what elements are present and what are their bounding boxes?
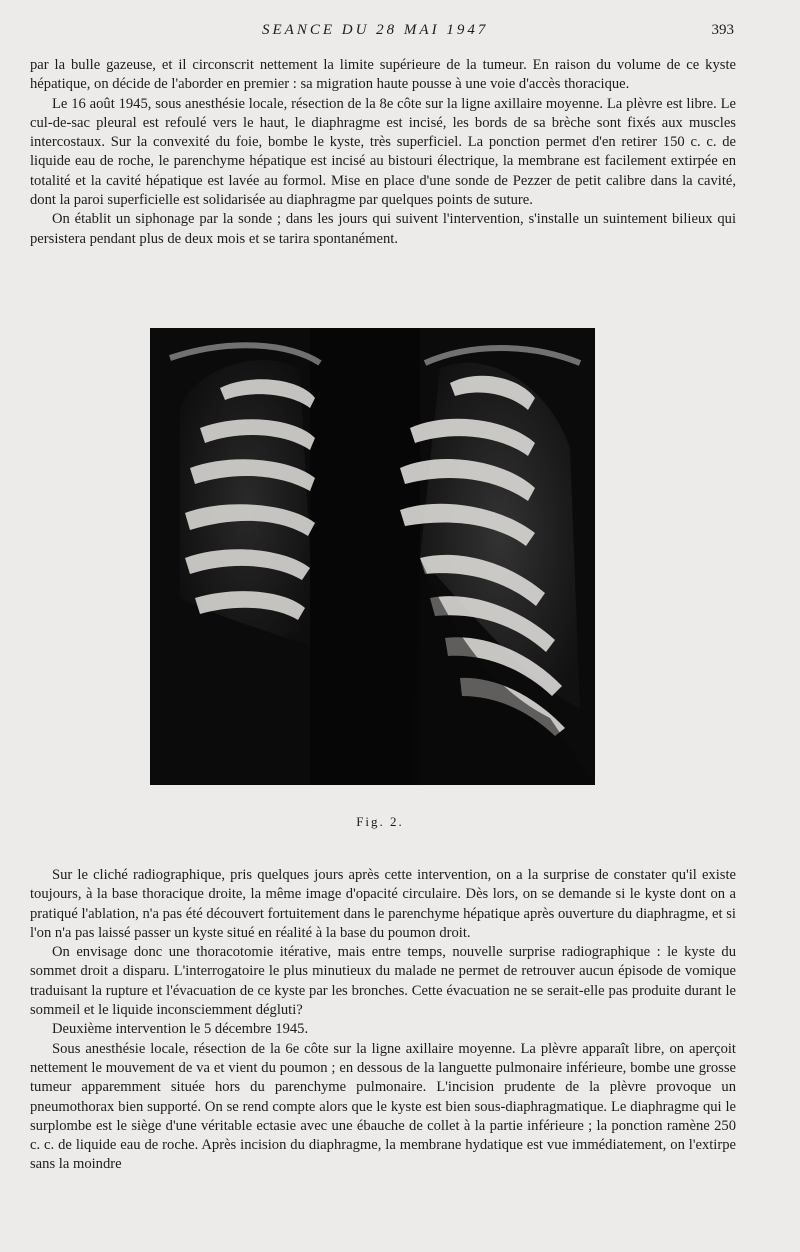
body-text-bottom	[30, 866, 736, 1175]
paragraph: Sur le cliché radiographique, pris quelques jours après cette intervention, on a la surprise de constater qu'il existe toujours, à la base thoracique droite, la même image d'opacité circulaire. Dès lors, on se demande si le kyste dont on a pratiqué l'ablation, n'a pas été découvert fortuitement dans le parenchyme hépatique après ouverture du diaphragme, et si l'on n'a pas laissé passer un kyste situé en réalité à la base du poumon droit.	[30, 867, 736, 941]
figure-caption: Fig. 2.	[356, 814, 404, 829]
page-number: 393	[711, 22, 734, 38]
chest-radiograph-figure	[150, 328, 595, 785]
running-title: SEANCE DU 28 MAI 1947	[262, 22, 489, 38]
chest-radiograph-image	[150, 328, 595, 785]
paragraph: Sous anesthésie locale, résection de la 6e côte sur la ligne axillaire moyenne. La plèvre apparaît libre, on aperçoit nettement le mouvement de va et vient du poumon ; en dessous de la languette pulmonaire inférieure, bombe une grosse tumeur apparemment située hors du parenchyme pulmonaire. L'incision prudente de la plèvre provoque un pneumothorax bien supporté. On se rend compte alors que le kyste est bien sous-diaphragmatique. Le diaphragme qui le surplombe est le siège d'une véritable ectasie avec une ébauche de collet à la partie inférieure ; la ponction ramène 250 c. c. de liquide eau de roche. Après incision du diaphragme, la membrane hydatique est vue immédiatement, on l'extirpe sans la moindre	[30, 1040, 736, 1173]
paragraph: On envisage donc une thoracotomie itérative, mais entre temps, nouvelle surprise radiographique : le kyste du sommet droit a disparu. L'interrogatoire le plus minutieux du malade ne permet de retrouver aucun épisode de vomique traduisant la rupture et l'évacuation de ce kyste par les bronches. Cette évacuation ne se serait-elle pas produite durant le sommeil et le liquide inconsciemment dégluti?	[30, 944, 736, 1019]
running-head	[0, 22, 800, 44]
body-text-top	[30, 56, 736, 249]
paragraph: par la bulle gazeuse, et il circonscrit nettement la limite supérieure de la tumeur. En raison du volume de ce kyste hépatique, on décide de l'aborder en premier : sa migration haute pousse à une voie d'accès thoracique.	[30, 57, 736, 93]
paragraph: On établit un siphonage par la sonde ; dans les jours qui suivent l'intervention, s'installe un suintement bilieux qui persistera pendant plus de deux mois et se tarira spontanément.	[30, 211, 736, 247]
paragraph: Le 16 août 1945, sous anesthésie locale, résection de la 8e côte sur la ligne axillaire moyenne. La plèvre est libre. Le cul-de-sac pleural est refoulé vers le haut, le diaphragme est incisé, les bords de sa brèche sont fixés aux muscles intercostaux. Sur la convexité du foie, bombe le kyste, très superficiel. La ponction permet d'en retirer 150 c. c. de liquide eau de roche, le parenchyme hépatique est incisé au bistouri électrique, la membrane est facilement extirpée en totalité et la cavité hépatique est lavée au formol. Mise en place d'une sonde de Pezzer de petit calibre dans la cavité, dont la paroi superficielle est solidarisée au diaphragme par quelques points de suture.	[30, 95, 736, 209]
paragraph: Deuxième intervention le 5 décembre 1945.	[52, 1021, 309, 1038]
